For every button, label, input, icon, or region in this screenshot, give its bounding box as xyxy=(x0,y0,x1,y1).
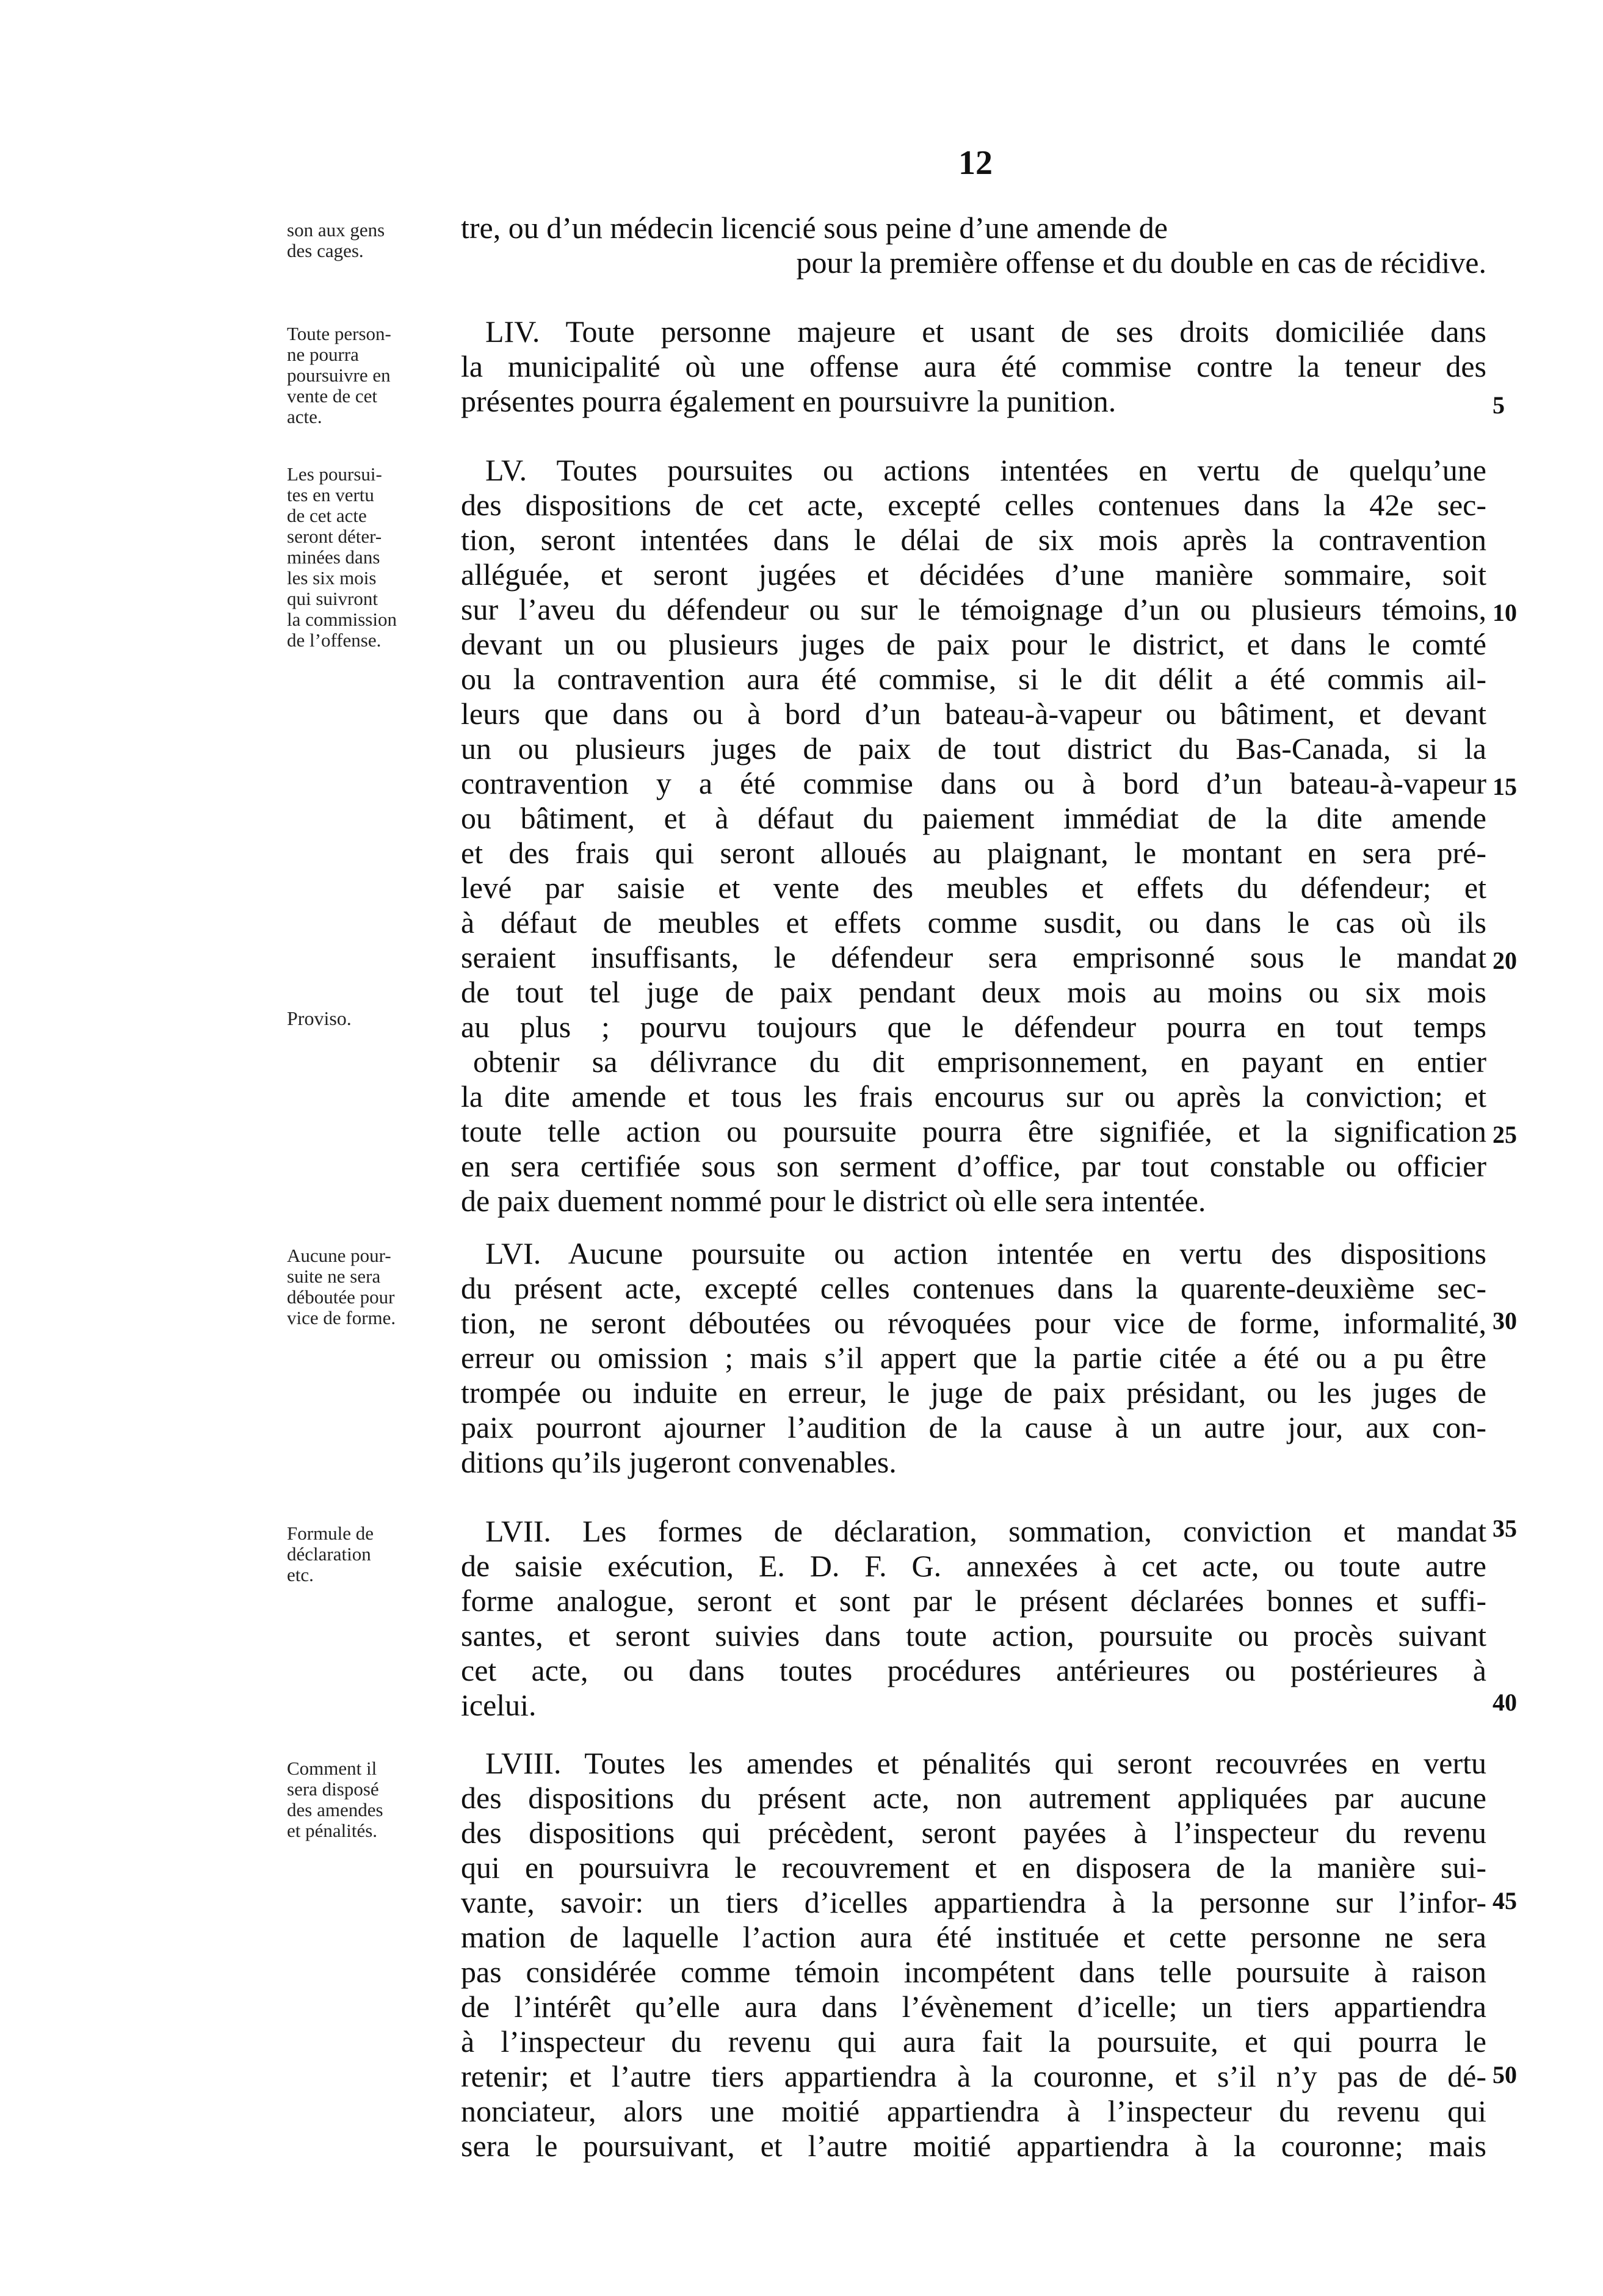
proviso-note: Proviso. xyxy=(287,1007,352,1029)
margin-note-intro: son aux gens des cages. xyxy=(287,219,385,261)
line-number-25: 25 xyxy=(1493,1121,1517,1148)
margin-note-lvi: Aucune pour- suite ne sera déboutée pour vice de forme. xyxy=(287,1245,396,1328)
margin-note-liv: Toute person- ne pourra poursuivre en vente de cet acte. xyxy=(287,323,391,427)
text-section-lvii: LVII. Les formes de déclaration, sommation, conviction et mandat de saisie exécution, E. D. F. G. annexées à cet acte, ou toute autre forme analogue, seront et sont par le présent déclarées bonnes et suffi- santes, et seront suivies dans toute action, poursuite ou procès suivant cet acte, ou dans toutes procédures antérieures ou postérieures à icelui. xyxy=(461,1514,1486,1722)
text-section-lvi: LVI. Aucune poursuite ou action intentée en vertu des dispositions du présent acte, excepté celles contenues dans la quarente-deuxième sec- tion, ne seront déboutées ou révoquées pour vice de forme, informalité, erreur ou omission ; mais s’il appert que la partie citée a été ou a pu être trompée ou induite en erreur, le juge de paix présidant, ou les juges de paix pourront ajourner l’audition de la cause à un autre jour, aux con- ditions qu’ils jugeront convenables. xyxy=(461,1236,1486,1479)
line-number-50: 50 xyxy=(1493,2061,1517,2088)
margin-note-lviii: Comment il sera disposé des amendes et pénalités. xyxy=(287,1758,383,1841)
margin-note-lv: Les poursui- tes en vertu de cet acte seront déter- minées dans les six mois qui suivront la commission de l’offense. xyxy=(287,463,397,651)
line-number-10: 10 xyxy=(1493,599,1517,626)
text-section-liv: LIV. Toute personne majeure et usant de ses droits domiciliée dans la municipalité où une offense aura été commise contre la teneur des présentes pourra également en poursuivre la punition. xyxy=(461,314,1486,418)
line-number-45: 45 xyxy=(1493,1887,1517,1914)
page-number: 12 xyxy=(958,144,993,182)
margin-note-lvii: Formule de déclaration etc. xyxy=(287,1523,374,1585)
text-section-lviii: LVIII. Toutes les amendes et pénalités qui seront recouvrées en vertu des dispositions du présent acte, non autrement appliquées par aucune des dispositions qui précèdent, seront payées à l’inspecteur du revenu qui en poursuivra le recouvrement et en disposera de la manière sui- vante, savoir: un tiers d’icelles appartiendra à la personne sur l’infor- mation de laquelle l’action aura été instituée et cette personne ne sera pas considérée comme témoin incompétent dans telle poursuite à raison de l’intérêt qu’elle aura dans l’évènement d’icelle; un tiers appartiendra à l’inspecteur du revenu qui aura fait la poursuite, et qui pourra le retenir; et l’autre tiers appartiendra à la couronne, et s’il n’y pas de dé- nonciateur, alors une moitié appartiendra à l’inspecteur du revenu qui sera le poursuivant, et l’autre moitié appartiendra à la couronne; mais xyxy=(461,1746,1486,2163)
text-intro: tre, ou d’un médecin licencié sous peine d’une amende de pour la première offense et du double en cas de récidive. xyxy=(461,211,1486,280)
line-number-15: 15 xyxy=(1493,773,1517,800)
text-section-lv: LV. Toutes poursuites ou actions intentées en vertu de quelqu’une des dispositions de cet acte, excepté celles contenues dans la 42e sec- tion, seront intentées dans le délai de six mois après la contravention alléguée, et seront jugées et décidées d’une manière sommaire, soit sur l’aveu du défendeur ou sur le témoignage d’un ou plusieurs témoins, devant un ou plusieurs juges de paix pour le district, et dans le comté ou la contravention aura été commise, si le dit délit a été commis ail- leurs que dans ou à bord d’un bateau-à-vapeur ou bâtiment, et devant un ou plusieurs juges de paix de tout district du Bas-Canada, si la contravention y a été commise dans ou à bord d’un bateau-à-vapeur ou bâtiment, et à défaut du paiement immédiat de la dite amende et des frais qui seront alloués au plaignant, le montant en sera pré- levé par saisie et vente des meubles et effets du défendeur; et à défaut de meubles et effets comme susdit, ou dans le cas où ils seraient insuffisants, le défendeur sera emprisonné sous le mandat de tout tel juge de paix pendant deux mois au moins ou six mois au plus ; pourvu toujours que le défendeur pourra en tout temps obtenir sa délivrance du dit emprisonnement, en payant en entier la dite amende et tous les frais encourus sur ou après la conviction; et toute telle action ou poursuite pourra être signifiée, et la signification en sera certifiée sous son serment d’office, par tout constable ou officier de paix duement nommé pour le district où elle sera intentée. xyxy=(461,453,1486,1218)
line-number-20: 20 xyxy=(1493,947,1517,974)
line-number-35: 35 xyxy=(1493,1515,1517,1542)
line-number-40: 40 xyxy=(1493,1689,1517,1716)
line-number-30: 30 xyxy=(1493,1307,1517,1335)
line-number-5: 5 xyxy=(1493,391,1505,419)
